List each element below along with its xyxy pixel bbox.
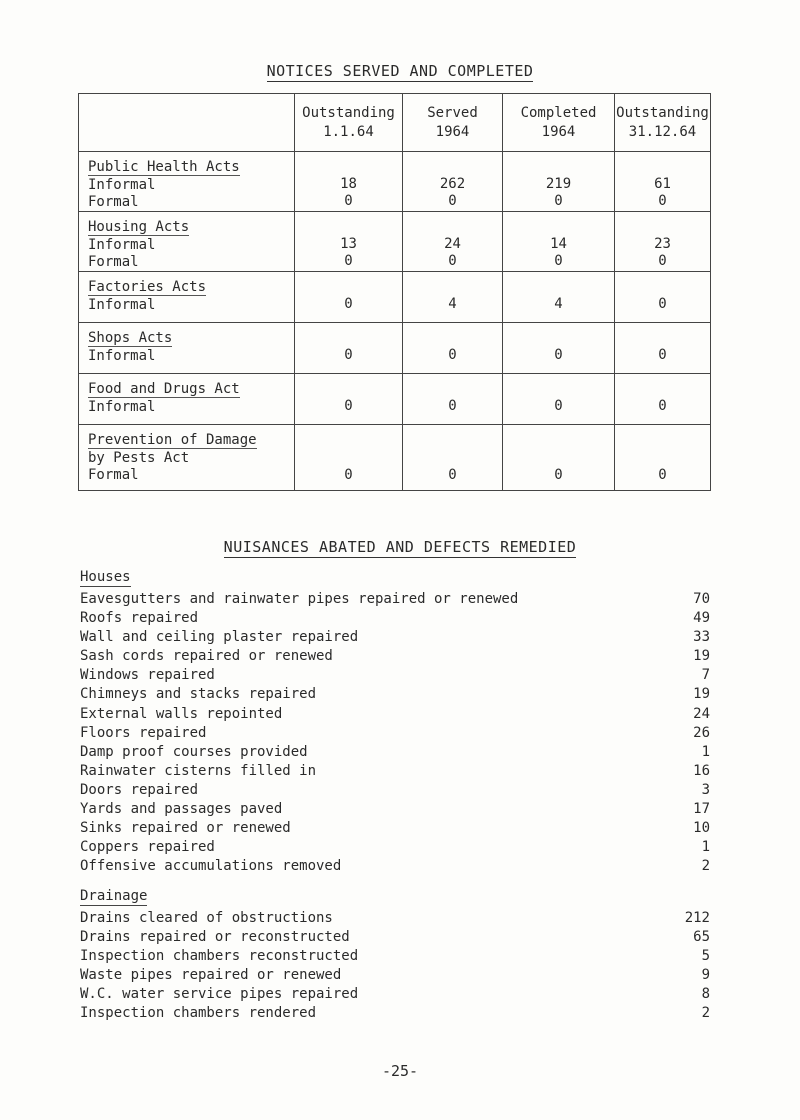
item-value: 9 (701, 967, 710, 984)
item-label: Roofs repaired (80, 610, 199, 627)
list-item (80, 762, 710, 781)
header-outstanding-end: Outstanding 31.12.64 (615, 94, 711, 152)
item-label: Inspection chambers rendered (80, 1005, 317, 1022)
group-label: Factories Acts Informal (79, 272, 295, 323)
list-item (80, 909, 710, 928)
item-value: 17 (693, 801, 710, 818)
list-item (80, 609, 710, 628)
item-label: W.C. water service pipes repaired (80, 986, 359, 1003)
item-label: Drains repaired or reconstructed (80, 929, 350, 946)
houses-list (80, 590, 710, 876)
table-row (79, 272, 711, 323)
header-completed: Completed 1964 (503, 94, 615, 152)
value-cell: 0 (615, 272, 711, 323)
value-cell: 23 0 (615, 212, 711, 272)
value-cell: 0 (615, 323, 711, 374)
item-value: 19 (693, 686, 710, 703)
table-row (79, 212, 711, 272)
item-value: 1 (701, 743, 710, 760)
item-label: External walls repointed (80, 705, 283, 722)
value-cell: 18 0 (295, 152, 403, 212)
list-item (80, 947, 710, 966)
header-served: Served 1964 (403, 94, 503, 152)
item-value: 212 (684, 910, 710, 926)
item-label: Inspection chambers reconstructed (80, 948, 359, 965)
value-cell: 13 0 (295, 212, 403, 272)
list-item (80, 666, 710, 685)
item-label: Sinks repaired or renewed (80, 820, 291, 837)
list-item (80, 1004, 710, 1023)
table-header-row (79, 94, 711, 152)
value-cell: 0 (403, 425, 503, 491)
item-value: 16 (693, 762, 710, 779)
item-label: Yards and passages paved (80, 801, 283, 818)
item-label: Doors repaired (80, 781, 199, 798)
value-cell: 0 (503, 374, 615, 425)
list-item (80, 838, 710, 857)
table-row (79, 425, 711, 491)
item-label: Rainwater cisterns filled in (80, 762, 317, 779)
list-item (80, 724, 710, 743)
item-value: 2 (701, 1005, 710, 1022)
table-row (79, 152, 711, 212)
group-label: Prevention of Damage by Pests Act Formal (79, 425, 295, 491)
item-value: 49 (693, 610, 710, 627)
list-item (80, 647, 710, 666)
value-cell: 262 0 (403, 152, 503, 212)
value-cell: 0 (403, 323, 503, 374)
list-item (80, 743, 710, 762)
list-item (80, 685, 710, 704)
item-value: 33 (693, 629, 710, 646)
value-cell: 0 (503, 425, 615, 491)
value-cell: 24 0 (403, 212, 503, 272)
item-label: Chimneys and stacks repaired (80, 686, 317, 703)
table-row (79, 374, 711, 425)
notices-title: NOTICES SERVED AND COMPLETED (266, 62, 534, 80)
item-value: 19 (693, 648, 710, 665)
item-value: 26 (693, 724, 710, 741)
item-value: 7 (701, 667, 710, 684)
table-row (79, 323, 711, 374)
houses-heading: Houses (80, 569, 131, 585)
drainage-list (80, 909, 710, 1024)
drainage-heading: Drainage (80, 888, 148, 904)
item-value: 8 (701, 986, 710, 1003)
group-label: Shops Acts Informal (79, 323, 295, 374)
item-label: Coppers repaired (80, 839, 215, 856)
group-label: Food and Drugs Act Informal (79, 374, 295, 425)
list-item (80, 590, 710, 609)
item-value: 1 (701, 839, 710, 856)
item-label: Drains cleared of obstructions (80, 910, 333, 926)
value-cell: 0 (403, 374, 503, 425)
value-cell: 219 0 (503, 152, 615, 212)
item-label: Wall and ceiling plaster repaired (80, 629, 359, 646)
notices-table (78, 93, 711, 491)
value-cell: 0 (295, 323, 403, 374)
value-cell: 0 (295, 425, 403, 491)
group-label: Housing Acts Informal Formal (79, 212, 295, 272)
value-cell: 0 (295, 272, 403, 323)
value-cell: 4 (503, 272, 615, 323)
header-blank (79, 94, 295, 152)
list-item (80, 857, 710, 876)
list-item (80, 628, 710, 647)
list-item (80, 781, 710, 800)
group-label: Public Health Acts Informal Formal (79, 152, 295, 212)
item-value: 24 (693, 705, 710, 722)
item-value: 70 (693, 591, 710, 607)
value-cell: 0 (295, 374, 403, 425)
item-label: Eavesgutters and rainwater pipes repaired or renewed (80, 591, 519, 607)
nuisances-title: NUISANCES ABATED AND DEFECTS REMEDIED (223, 538, 577, 556)
item-label: Offensive accumulations removed (80, 858, 342, 875)
item-label: Damp proof courses provided (80, 743, 308, 760)
value-cell: 4 (403, 272, 503, 323)
item-label: Floors repaired (80, 724, 207, 741)
item-value: 3 (701, 781, 710, 798)
value-cell: 14 0 (503, 212, 615, 272)
value-cell: 61 0 (615, 152, 711, 212)
item-label: Waste pipes repaired or renewed (80, 967, 342, 984)
list-item (80, 819, 710, 838)
value-cell: 0 (615, 425, 711, 491)
page-number: -25- (381, 1062, 419, 1080)
value-cell: 0 (615, 374, 711, 425)
header-outstanding-start: Outstanding 1.1.64 (295, 94, 403, 152)
list-item (80, 800, 710, 819)
item-value: 65 (693, 929, 710, 946)
item-value: 5 (701, 948, 710, 965)
item-label: Sash cords repaired or renewed (80, 648, 333, 665)
list-item (80, 966, 710, 985)
list-item (80, 705, 710, 724)
item-value: 10 (693, 820, 710, 837)
item-value: 2 (701, 858, 710, 875)
list-item (80, 928, 710, 947)
value-cell: 0 (503, 323, 615, 374)
list-item (80, 985, 710, 1004)
item-label: Windows repaired (80, 667, 215, 684)
